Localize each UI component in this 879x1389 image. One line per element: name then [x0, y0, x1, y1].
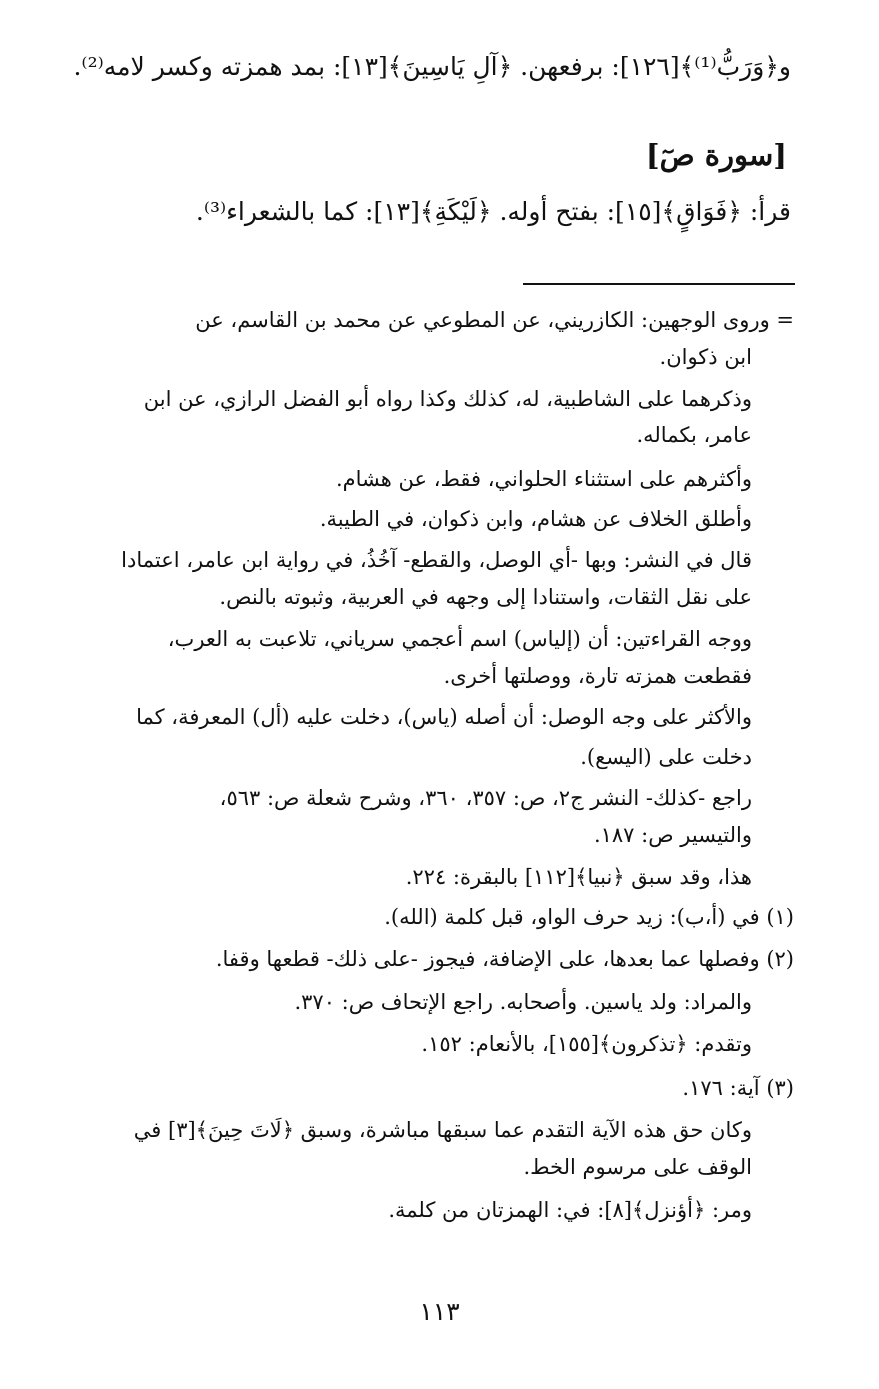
footnote-continuation-line: راجع -كذلك- النشر ج٢، ص: ٣٥٧، ٣٦٠، وشرح شعلة ص: ٥٦٣،: [219, 786, 752, 810]
footnote-3-line: وكان حق هذه الآية التقدم عما سبقها مباشرة، وسبق ﴿لَاتَ حِينَ﴾[٣] في: [133, 1118, 752, 1142]
footnote-continuation-line: قال في النشر: وبها -أي الوصل، والقطع- آخُذُ، في رواية ابن عامر، اعتمادا: [121, 548, 752, 572]
footnote-divider: [523, 283, 795, 285]
footnote-3-line: الوقف على مرسوم الخط.: [523, 1155, 752, 1179]
footnote-continuation-line: ابن ذكوان.: [659, 345, 752, 369]
footnote-3: (٣) آية: ١٧٦.: [682, 1076, 794, 1100]
footnote-continuation-line: والأكثر على وجه الوصل: أن أصله (ياس)، دخلت عليه (أل) المعرفة، كما: [136, 705, 752, 729]
footnote-continuation-line: = وروى الوجهين: الكازريني، عن المطوعي عن محمد بن القاسم، عن: [195, 308, 794, 332]
footnote-continuation-line: وأكثرهم على استثناء الحلواني، فقط، عن هشام.: [335, 467, 752, 491]
footnote-continuation-line: فقطعت همزته تارة، ووصلتها أخرى.: [443, 664, 752, 688]
page-number: ١١٣: [419, 1297, 460, 1326]
main-text-line-2: قرأ: ﴿فَوَاقٍ﴾[١٥]: بفتح أوله. ﴿لَيْكَةِ﴾[١٣]: كما بالشعراء⁽³⁾.: [195, 197, 791, 226]
footnote-continuation-line: عامر، بكماله.: [636, 423, 752, 447]
footnote-2-line: وتقدم: ﴿تذكرون﴾[١٥٥]، بالأنعام: ١٥٢.: [421, 1032, 752, 1056]
main-text-line-1: و﴿وَرَبُّ⁽¹⁾﴾[١٢٦]: برفعهن. ﴿آلِ يَاسِينَ﴾[١٣]: بمد همزته وكسر لامه⁽²⁾.: [73, 52, 791, 81]
footnote-3-line: ومر: ﴿أؤنزل﴾[٨]: في: الهمزتان من كلمة.: [388, 1198, 752, 1222]
footnote-2: (٢) وفصلها عما بعدها، على الإضافة، فيجوز -على ذلك- قطعها وقفا.: [215, 947, 794, 971]
footnote-continuation-line: دخلت على (اليسع).: [580, 745, 752, 769]
footnote-continuation-line: وذكرهما على الشاطبية، له، كذلك وكذا رواه أبو الفضل الرازي، عن ابن: [143, 387, 752, 411]
footnote-continuation-line: هذا، وقد سبق ﴿نبيا﴾[١١٢] بالبقرة: ٢٢٤.: [405, 865, 752, 889]
footnote-2-line: والمراد: ولد ياسين. وأصحابه. راجع الإتحاف ص: ٣٧٠.: [294, 990, 752, 1014]
footnote-continuation-line: ووجه القراءتين: أن (إلياس) اسم أعجمي سرياني، تلاعبت به العرب،: [167, 627, 752, 651]
footnote-continuation-line: والتيسير ص: ١٨٧.: [593, 823, 752, 847]
footnote-1: (١) في (أ،ب): زيد حرف الواو، قبل كلمة (الله).: [384, 905, 794, 929]
surah-title: [سورة صٓ]: [645, 138, 787, 172]
footnote-continuation-line: على نقل الثقات، واستنادا إلى وجهه في العربية، وثبوته بالنص.: [219, 585, 752, 609]
footnote-continuation-line: وأطلق الخلاف عن هشام، وابن ذكوان، في الطيبة.: [319, 507, 752, 531]
